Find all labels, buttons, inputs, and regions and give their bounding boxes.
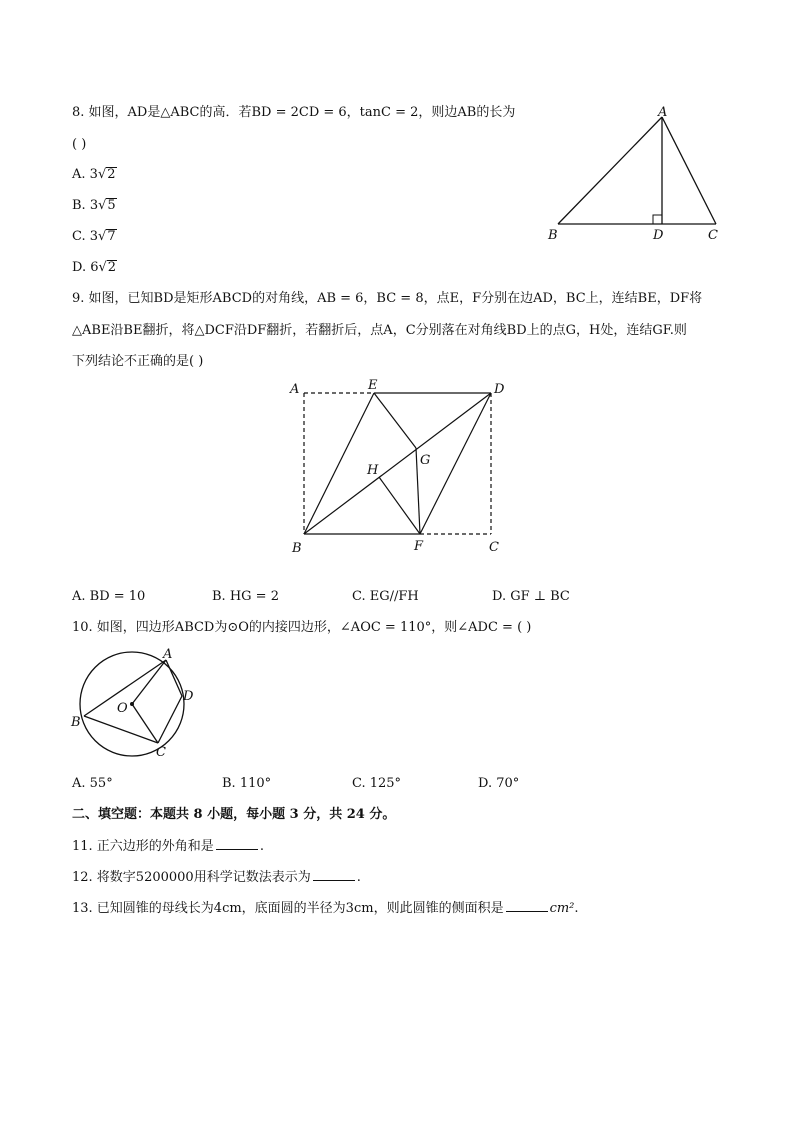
q8-label-c: C [708, 228, 718, 243]
q8-stem: 8. 如图，AD是△ABC的高．若BD = 2CD = 6，tanC = 2，则边AB的长为 [72, 105, 516, 120]
q9-diagonal-bd [304, 393, 491, 534]
q9-label-f: F [414, 539, 424, 554]
q12-answer-blank [313, 868, 355, 881]
q9-option-b: B. HG = 2 [212, 589, 279, 604]
q8-label-d: D [653, 228, 664, 243]
q9-segment-df [420, 393, 491, 534]
q9-option-d: D. GF ⊥ BC [492, 589, 570, 604]
q8-triangle-figure [540, 104, 730, 244]
q9-option-a: A. BD = 10 [72, 589, 146, 604]
q13-answer-blank [506, 899, 548, 912]
q8-option-b: B. 3√5 [72, 198, 116, 213]
q9-option-c: C. EG//FH [352, 589, 419, 604]
q10-option-a: A. 55° [72, 776, 113, 791]
q8-option-d: D. 6√2 [72, 260, 117, 275]
q9-label-c: C [489, 540, 499, 555]
q8-label-b: B [548, 228, 558, 243]
q8-option-c: C. 3√7 [72, 229, 116, 244]
q9-label-b: B [292, 541, 302, 556]
q10-circle-figure [66, 646, 206, 760]
q13-stem: 13. 已知圆锥的母线长为4cm，底面圆的半径为3cm，则此圆锥的侧面积是 cm². [72, 901, 579, 916]
q9-label-g: G [420, 453, 431, 468]
q10-stem: 10. 如图，四边形ABCD为⊙O的内接四边形，∠AOC = 110°，则∠ADC = ( ) [72, 620, 532, 635]
q8-paren: ( ) [72, 137, 87, 152]
q9-segment-eg [374, 393, 416, 448]
q12-stem: 12. 将数字5200000用科学记数法表示为 . [72, 870, 361, 885]
q9-segment-hf [379, 477, 420, 534]
q9-stem-line1: 9. 如图，已知BD是矩形ABCD的对角线，AB = 6，BC = 8，点E，F分别在边AD，BC上，连结BE，DF将 [72, 291, 703, 306]
q11-stem: 11. 正六边形的外角和是 . [72, 839, 264, 854]
q9-label-h: H [367, 463, 379, 478]
q9-rectangle-figure [280, 376, 510, 556]
q8-label-a: A [658, 105, 668, 120]
section-2-title: 二、填空题：本题共 8 小题，每小题 3 分，共 24 分。 [72, 807, 396, 822]
q10-option-b: B. 110° [222, 776, 272, 791]
q9-segment-be [304, 393, 374, 534]
q9-stem-line2: △ABE沿BE翻折，将△DCF沿DF翻折，若翻折后，点A，C分别落在对角线BD上的点G，H处，连结GF.则 [72, 323, 687, 338]
q8-edge-ab [558, 117, 662, 224]
q9-label-a: A [290, 382, 300, 397]
q10-label-a: A [163, 647, 173, 662]
q8-right-angle-mark [653, 215, 662, 224]
q11-answer-blank [216, 837, 258, 850]
q10-edge-bc [84, 716, 158, 743]
q10-radius-oc [132, 704, 158, 743]
q10-label-b: B [71, 715, 81, 730]
q10-edge-cd [158, 696, 182, 743]
q10-center-dot [130, 702, 134, 706]
q10-edge-da [166, 660, 182, 696]
q10-label-d: D [183, 689, 194, 704]
q10-option-d: D. 70° [478, 776, 520, 791]
q10-option-c: C. 125° [352, 776, 402, 791]
q10-label-o: O [117, 701, 128, 716]
q9-stem-line3: 下列结论不正确的是( ) [72, 354, 204, 369]
q8-edge-ac [662, 117, 716, 224]
q9-label-e: E [368, 378, 378, 393]
q8-option-a: A. 3√2 [72, 167, 116, 182]
q9-label-d: D [494, 382, 505, 397]
q10-label-c: C [156, 745, 166, 760]
q10-radius-oa [132, 660, 166, 704]
